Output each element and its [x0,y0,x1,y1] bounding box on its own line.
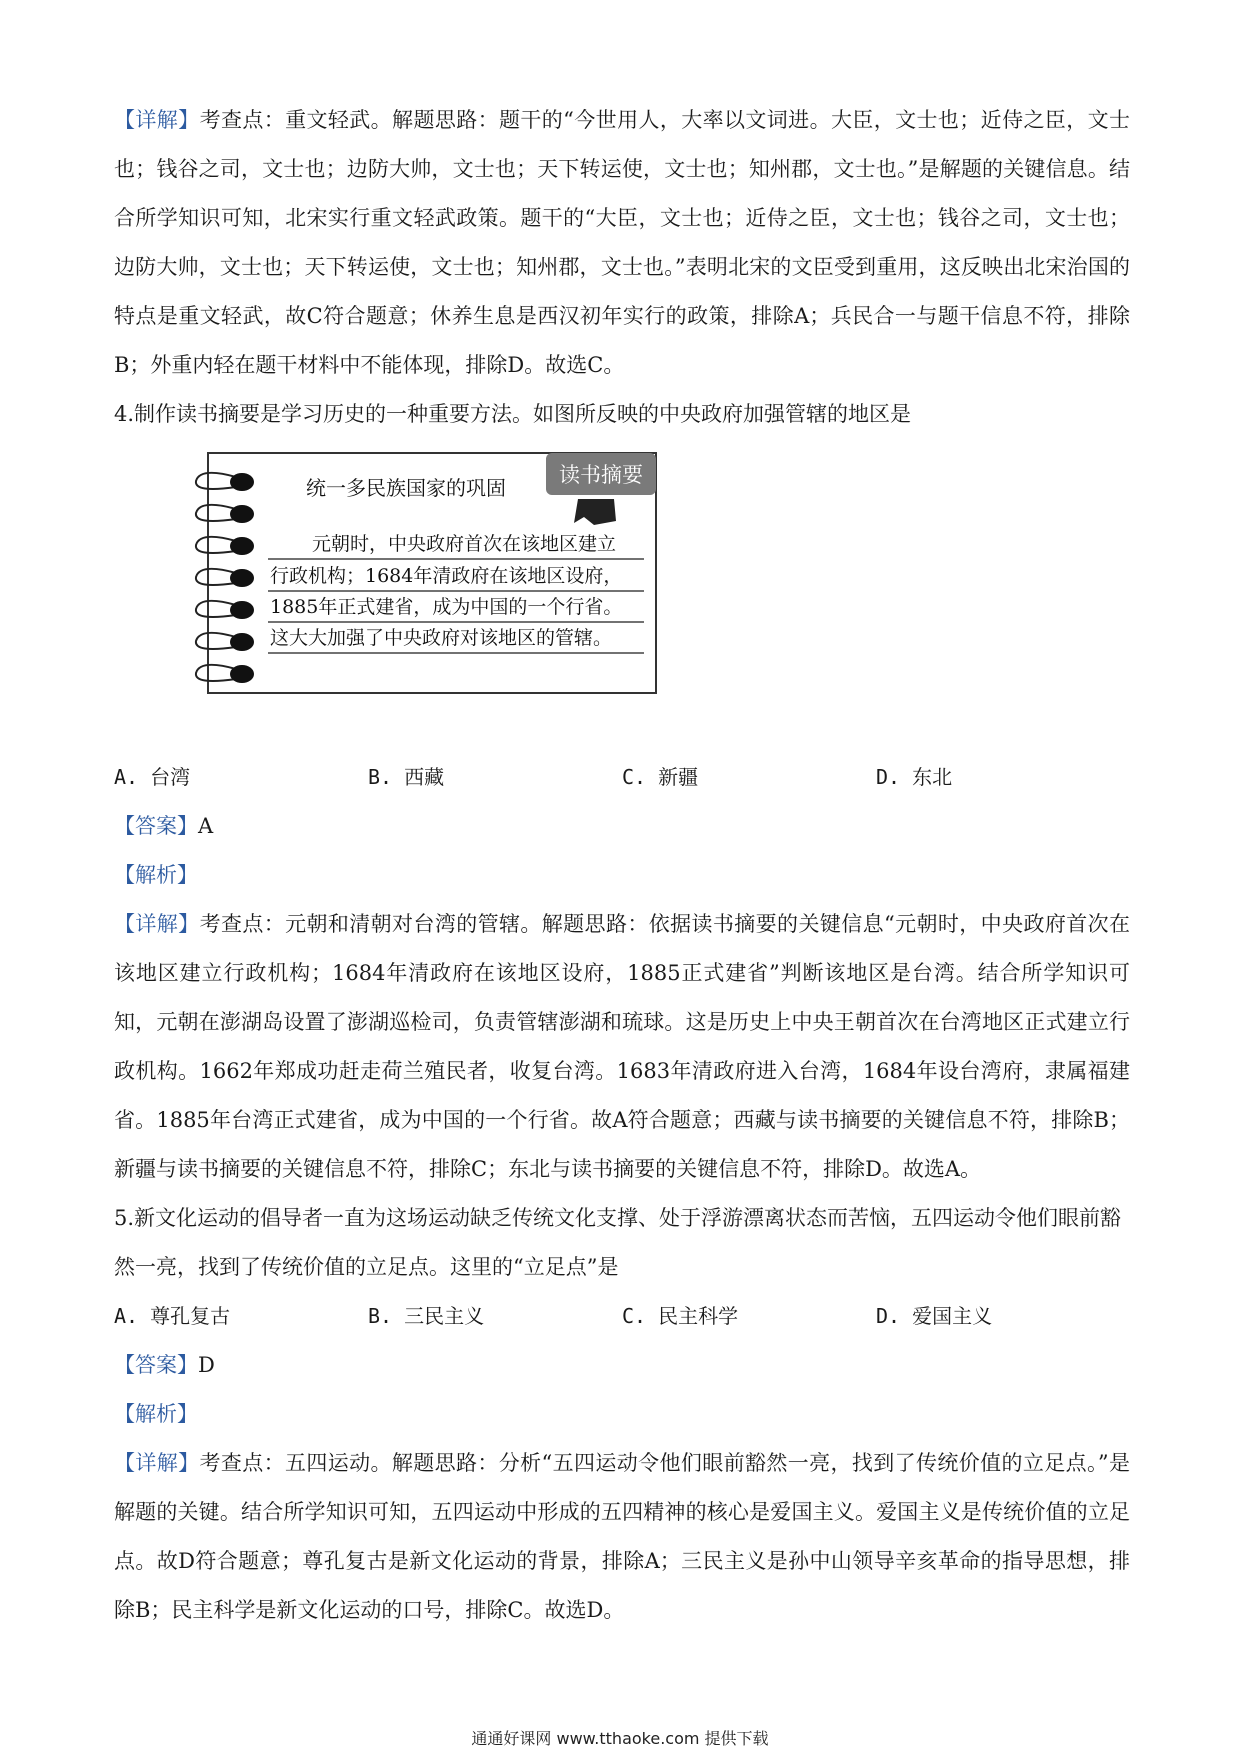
figure-line-3: 1885年正式建省，成为中国的一个行省。 [270,596,623,618]
answer-tag: 【答案】 [114,814,198,838]
option-a: A. 台湾 [114,765,191,789]
analysis-tag: 【解析】 [114,863,198,887]
question-4-answer [114,802,1130,851]
question-5-stem: 5.新文化运动的倡导者一直为这场运动缺乏传统文化支撑、处于浮游漂离状态而苦恼，五四运动令他们眼前豁然一亮，找到了传统价值的立足点。这里的“立足点”是 [114,1206,1122,1279]
detail-tag: 【详解】 [114,108,200,132]
question-5-analysis [114,1390,1130,1439]
figure-line-4: 这大大加强了中央政府对该地区的管辖。 [270,627,613,649]
notebook-illustration [146,447,666,747]
answer-tag: 【答案】 [114,1353,198,1377]
detail-tag: 【详解】 [114,1451,200,1475]
option-c: C. 新疆 [622,765,699,789]
detail-text: 考查点：元朝和清朝对台湾的管辖。解题思路：依据读书摘要的关键信息“元朝时，中央政府首次在该地区建立行政机构；1684年清政府在该地区设府，1885正式建省”判断该地区是台湾。结合所学知识可知，元朝在澎湖岛设置了澎湖巡检司，负责管辖澎湖和琉球。这是历史上中央王朝首次在台湾地区正式建立行政机构。1662年郑成功赶走荷兰殖民者，收复台湾。1683年清政府进入台湾，1684年设台湾府，隶属福建省。1885年台湾正式建省，成为中国的一个行省。故A符合题意；西藏与读书摘要的关键信息不符，排除B；新疆与读书摘要的关键信息不符，排除C；东北与读书摘要的关键信息不符，排除D。故选A。 [114,912,1131,1181]
analysis-tag: 【解析】 [114,1402,198,1426]
question-5-options [114,1292,1130,1341]
question-5-detail [114,1439,1130,1635]
option-c: C. 民主科学 [622,1304,739,1328]
figure-line-1: 元朝时，中央政府首次在该地区建立 [312,533,617,555]
option-a: A. 尊孔复古 [114,1304,231,1328]
option-b: B. 西藏 [368,765,445,789]
question-5-answer [114,1341,1130,1390]
option-d: D. 东北 [876,765,953,789]
detail-text: 考查点：五四运动。解题思路：分析“五四运动令他们眼前豁然一亮，找到了传统价值的立足点。”是解题的关键。结合所学知识可知，五四运动中形成的五四精神的核心是爱国主义。爱国主义是传统价值的立足点。故D符合题意；尊孔复古是新文化运动的背景，排除A；三民主义是孙中山领导辛亥革命的指导思想，排除B；民主科学是新文化运动的口号，排除C。故选D。 [114,1451,1131,1622]
q3-detail [114,96,1130,390]
question-4-analysis [114,851,1130,900]
question-4-stem: 4.制作读书摘要是学习历史的一种重要方法。如图所反映的中央政府加强管辖的地区是 [114,402,912,426]
content [114,96,1130,1635]
reading-notes-figure [114,447,1130,747]
answer-value: A [198,814,214,838]
answer-value: D [198,1353,215,1377]
badge-text: 读书摘要 [559,463,643,487]
option-b: B. 三民主义 [368,1304,485,1328]
page-footer: 通通好课网 www.tthaoke.com 提供下载 [471,1729,769,1748]
question-4-detail [114,900,1130,1194]
figure-line-2: 行政机构；1684年清政府在该地区设府， [270,565,623,587]
option-d: D. 爱国主义 [876,1304,993,1328]
question-4-options [114,753,1130,802]
figure-title: 统一多民族国家的巩固 [306,476,506,500]
detail-text: 考查点：重文轻武。解题思路：题干的“今世用人，大率以文词进。大臣，文士也；近侍之臣，文士也；钱谷之司，文士也；边防大帅，文士也；天下转运使，文士也；知州郡，文士也。”是解题的关键信息。结合所学知识可知，北宋实行重文轻武政策。题干的“大臣，文士也；近侍之臣，文士也；钱谷之司，文士也；边防大帅，文士也；天下转运使，文士也；知州郡，文士也。”表明北宋的文臣受到重用，这反映出北宋治国的特点是重文轻武，故C符合题意；休养生息是西汉初年实行的政策，排除A；兵民合一与题干信息不符，排除B；外重内轻在题干材料中不能体现，排除D。故选C。 [114,108,1131,377]
detail-tag: 【详解】 [114,912,200,936]
